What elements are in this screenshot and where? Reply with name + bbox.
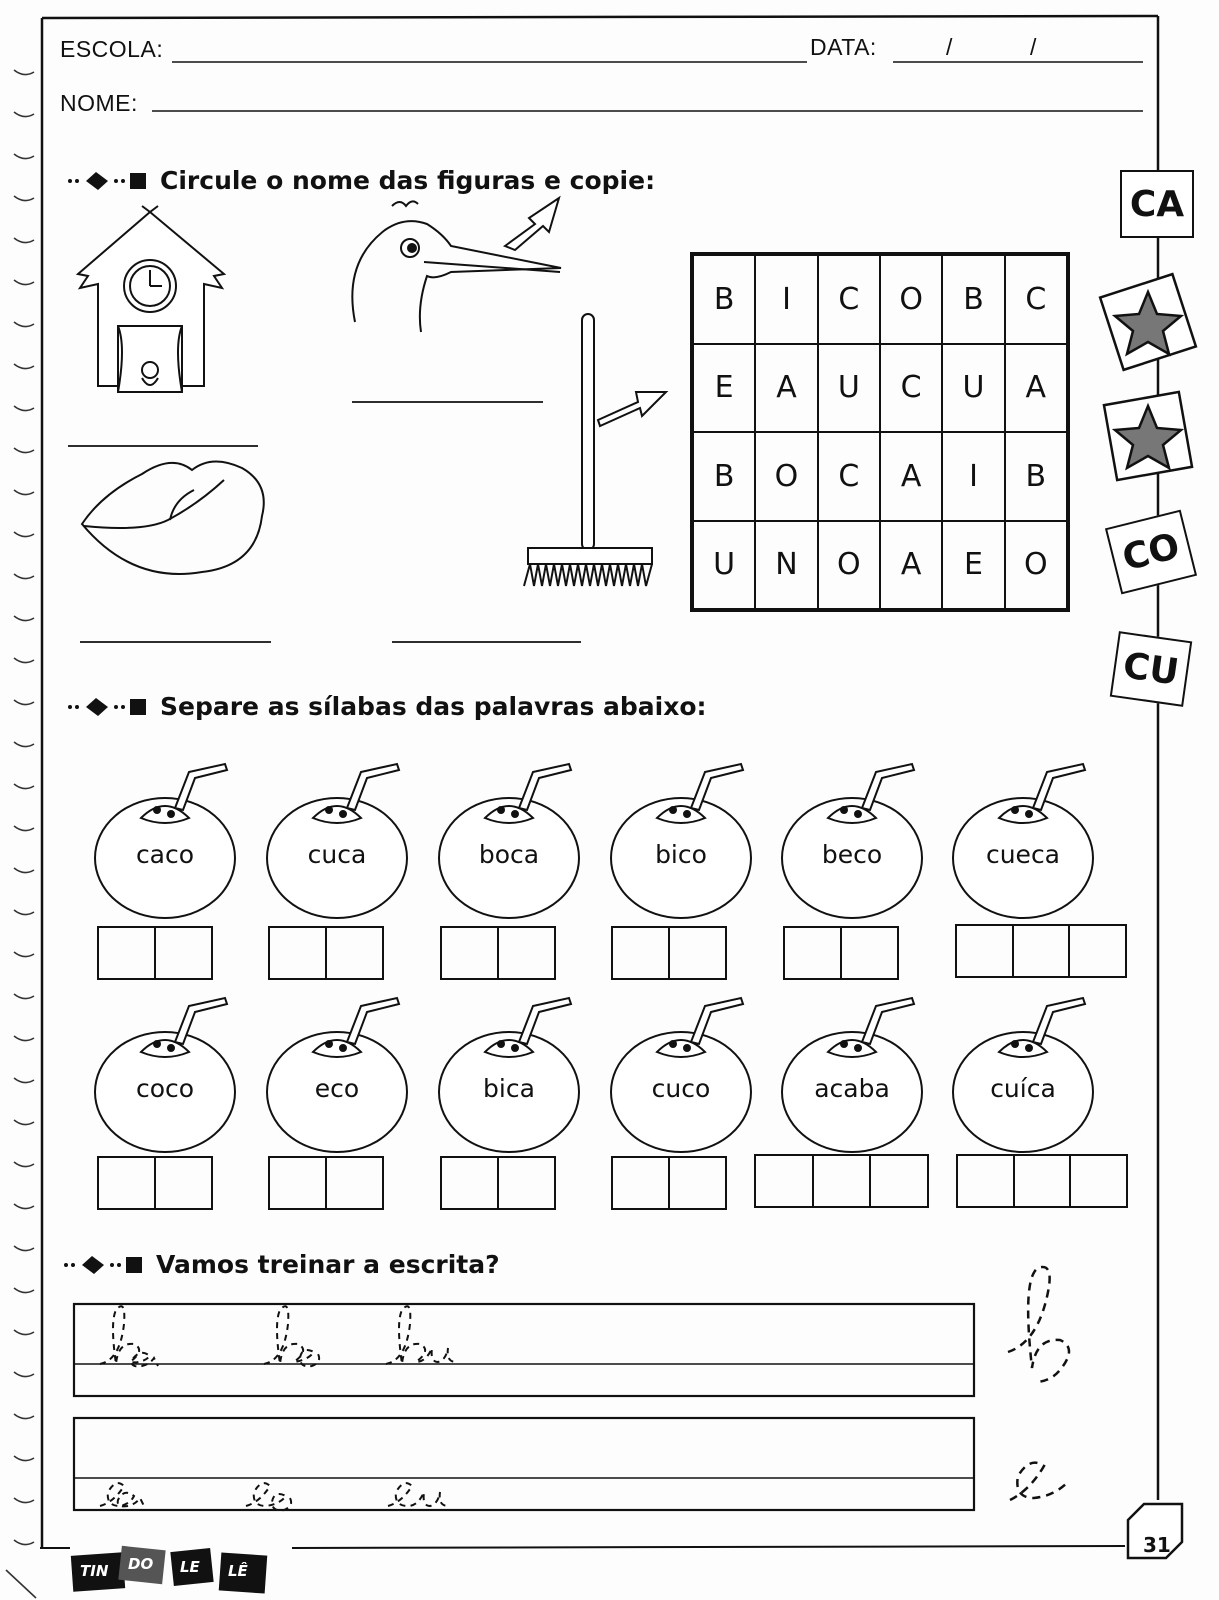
grid-letter-cell[interactable]: C <box>818 255 880 344</box>
instruction-circle-and-copy <box>66 166 655 195</box>
syllable-box[interactable] <box>1015 1156 1072 1206</box>
coconut-word: cuca <box>307 840 367 869</box>
syllable-box[interactable] <box>1071 1156 1126 1206</box>
grid-letter-cell[interactable]: U <box>818 344 880 433</box>
syllable-box[interactable] <box>871 1156 927 1206</box>
logo-part: DO <box>128 1555 154 1573</box>
broom-picture <box>524 314 666 586</box>
star-tag-1 <box>1100 274 1196 370</box>
syllable-box[interactable] <box>613 1158 670 1208</box>
star-tag-2 <box>1104 392 1192 480</box>
diamond-bullet-icon <box>66 696 150 718</box>
coconut-word: caco <box>135 840 195 869</box>
grid-letter-cell[interactable]: U <box>942 344 1004 433</box>
syllable-box[interactable] <box>156 1158 211 1208</box>
grid-letter-cell[interactable]: I <box>942 432 1004 521</box>
date-label: DATA: <box>810 34 877 60</box>
syllable-box[interactable] <box>499 928 554 978</box>
grid-letter-cell[interactable]: C <box>1005 255 1067 344</box>
syllable-boxes[interactable] <box>611 1156 727 1210</box>
grid-letter-cell[interactable]: C <box>880 344 942 433</box>
syllable-boxes[interactable] <box>956 1154 1128 1208</box>
grid-letter-cell[interactable]: B <box>693 255 755 344</box>
syllable-box[interactable] <box>842 928 897 978</box>
logo-part: LE <box>180 1558 200 1576</box>
coconut-word: cuco <box>651 1074 711 1103</box>
instruction-text: Separe as sílabas das palavras abaixo: <box>160 692 707 721</box>
grid-letter-cell[interactable]: N <box>755 521 817 610</box>
syllable-boxes[interactable] <box>268 926 384 980</box>
grid-letter-cell[interactable]: C <box>818 432 880 521</box>
coconut-word: coco <box>135 1074 195 1103</box>
grid-letter-cell[interactable]: E <box>693 344 755 433</box>
syllable-box[interactable] <box>957 926 1014 976</box>
logo-part: LÊ <box>228 1562 248 1580</box>
cursive-model-letters <box>1008 1267 1069 1500</box>
syllable-box[interactable] <box>442 1158 499 1208</box>
coconut-word: cuíca <box>990 1074 1056 1103</box>
syllable-box[interactable] <box>670 928 725 978</box>
instruction-separate-syllables <box>66 692 707 721</box>
coconut-word: beco <box>821 840 883 869</box>
syllable-boxes[interactable] <box>440 1156 556 1210</box>
grid-letter-cell[interactable]: B <box>693 432 755 521</box>
instruction-writing-practice <box>62 1250 500 1279</box>
syllable-box[interactable] <box>814 1156 872 1206</box>
syllable-box[interactable] <box>756 1156 814 1206</box>
school-field[interactable] <box>172 34 807 62</box>
school-label: ESCOLA: <box>60 36 164 62</box>
diamond-bullet-icon <box>62 1254 146 1276</box>
syllable-boxes[interactable] <box>611 926 727 980</box>
date-separator-1: / <box>946 34 953 60</box>
grid-letter-cell[interactable]: A <box>880 521 942 610</box>
syllable-box[interactable] <box>670 1158 725 1208</box>
date-separator-2: / <box>1030 34 1037 60</box>
syllable-box[interactable] <box>99 1158 156 1208</box>
syllable-boxes[interactable] <box>955 924 1127 978</box>
instruction-text: Vamos treinar a escrita? <box>156 1250 500 1279</box>
grid-letter-cell[interactable]: E <box>942 521 1004 610</box>
syllable-box[interactable] <box>99 928 156 978</box>
coconut-illustrations <box>95 764 1093 1152</box>
grid-letter-cell[interactable]: A <box>755 344 817 433</box>
bird-beak-picture <box>352 198 561 332</box>
grid-letter-cell[interactable]: B <box>1005 432 1067 521</box>
syllable-box[interactable] <box>1070 926 1125 976</box>
date-field[interactable] <box>893 34 1143 62</box>
coconut-word: acaba <box>814 1074 890 1103</box>
instruction-text: Circule o nome das figuras e copie: <box>160 166 656 195</box>
coconut-word: cueca <box>985 840 1061 869</box>
grid-letter-cell[interactable]: O <box>1005 521 1067 610</box>
syllable-tag-cu: CU <box>1110 631 1192 707</box>
syllable-box[interactable] <box>156 928 211 978</box>
writing-area-line1[interactable] <box>74 1304 974 1396</box>
syllable-box[interactable] <box>499 1158 554 1208</box>
syllable-box[interactable] <box>785 928 842 978</box>
syllable-box[interactable] <box>442 928 499 978</box>
grid-letter-cell[interactable]: O <box>818 521 880 610</box>
lips-picture <box>82 461 264 574</box>
syllable-box[interactable] <box>270 1158 327 1208</box>
grid-letter-cell[interactable]: A <box>1005 344 1067 433</box>
writing-area-line2[interactable] <box>74 1418 974 1510</box>
grid-letter-cell[interactable]: O <box>880 255 942 344</box>
coconut-word: bica <box>483 1074 535 1103</box>
syllable-boxes[interactable] <box>97 926 213 980</box>
grid-letter-cell[interactable]: I <box>755 255 817 344</box>
coconut-word: eco <box>314 1074 360 1103</box>
syllable-boxes[interactable] <box>754 1154 929 1208</box>
syllable-boxes[interactable] <box>268 1156 384 1210</box>
coconut-word: bico <box>655 840 707 869</box>
syllable-box[interactable] <box>327 928 382 978</box>
page-number: 31 <box>1143 1533 1171 1557</box>
diamond-bullet-icon <box>66 170 150 192</box>
syllable-tag-co: CO <box>1105 510 1197 595</box>
name-field[interactable] <box>152 84 1143 112</box>
grid-letter-cell[interactable]: U <box>693 521 755 610</box>
syllable-boxes[interactable] <box>783 926 899 980</box>
syllable-tag-ca: CA <box>1120 170 1194 238</box>
spiral-binding-marks <box>6 70 36 1598</box>
coconut-word: boca <box>478 840 540 869</box>
syllable-box[interactable] <box>958 1156 1015 1206</box>
logo-part: TIN <box>80 1562 109 1580</box>
syllable-box[interactable] <box>327 1158 382 1208</box>
syllable-box[interactable] <box>270 928 327 978</box>
grid-letter-cell[interactable]: A <box>880 432 942 521</box>
name-label: NOME: <box>60 90 138 116</box>
cuckoo-clock-picture <box>78 206 224 392</box>
syllable-boxes[interactable] <box>440 926 556 980</box>
grid-letter-cell[interactable]: B <box>942 255 1004 344</box>
syllable-box[interactable] <box>1014 926 1071 976</box>
grid-letter-cell[interactable]: O <box>755 432 817 521</box>
syllable-boxes[interactable] <box>97 1156 213 1210</box>
syllable-box[interactable] <box>613 928 670 978</box>
letter-search-grid <box>690 252 1070 612</box>
